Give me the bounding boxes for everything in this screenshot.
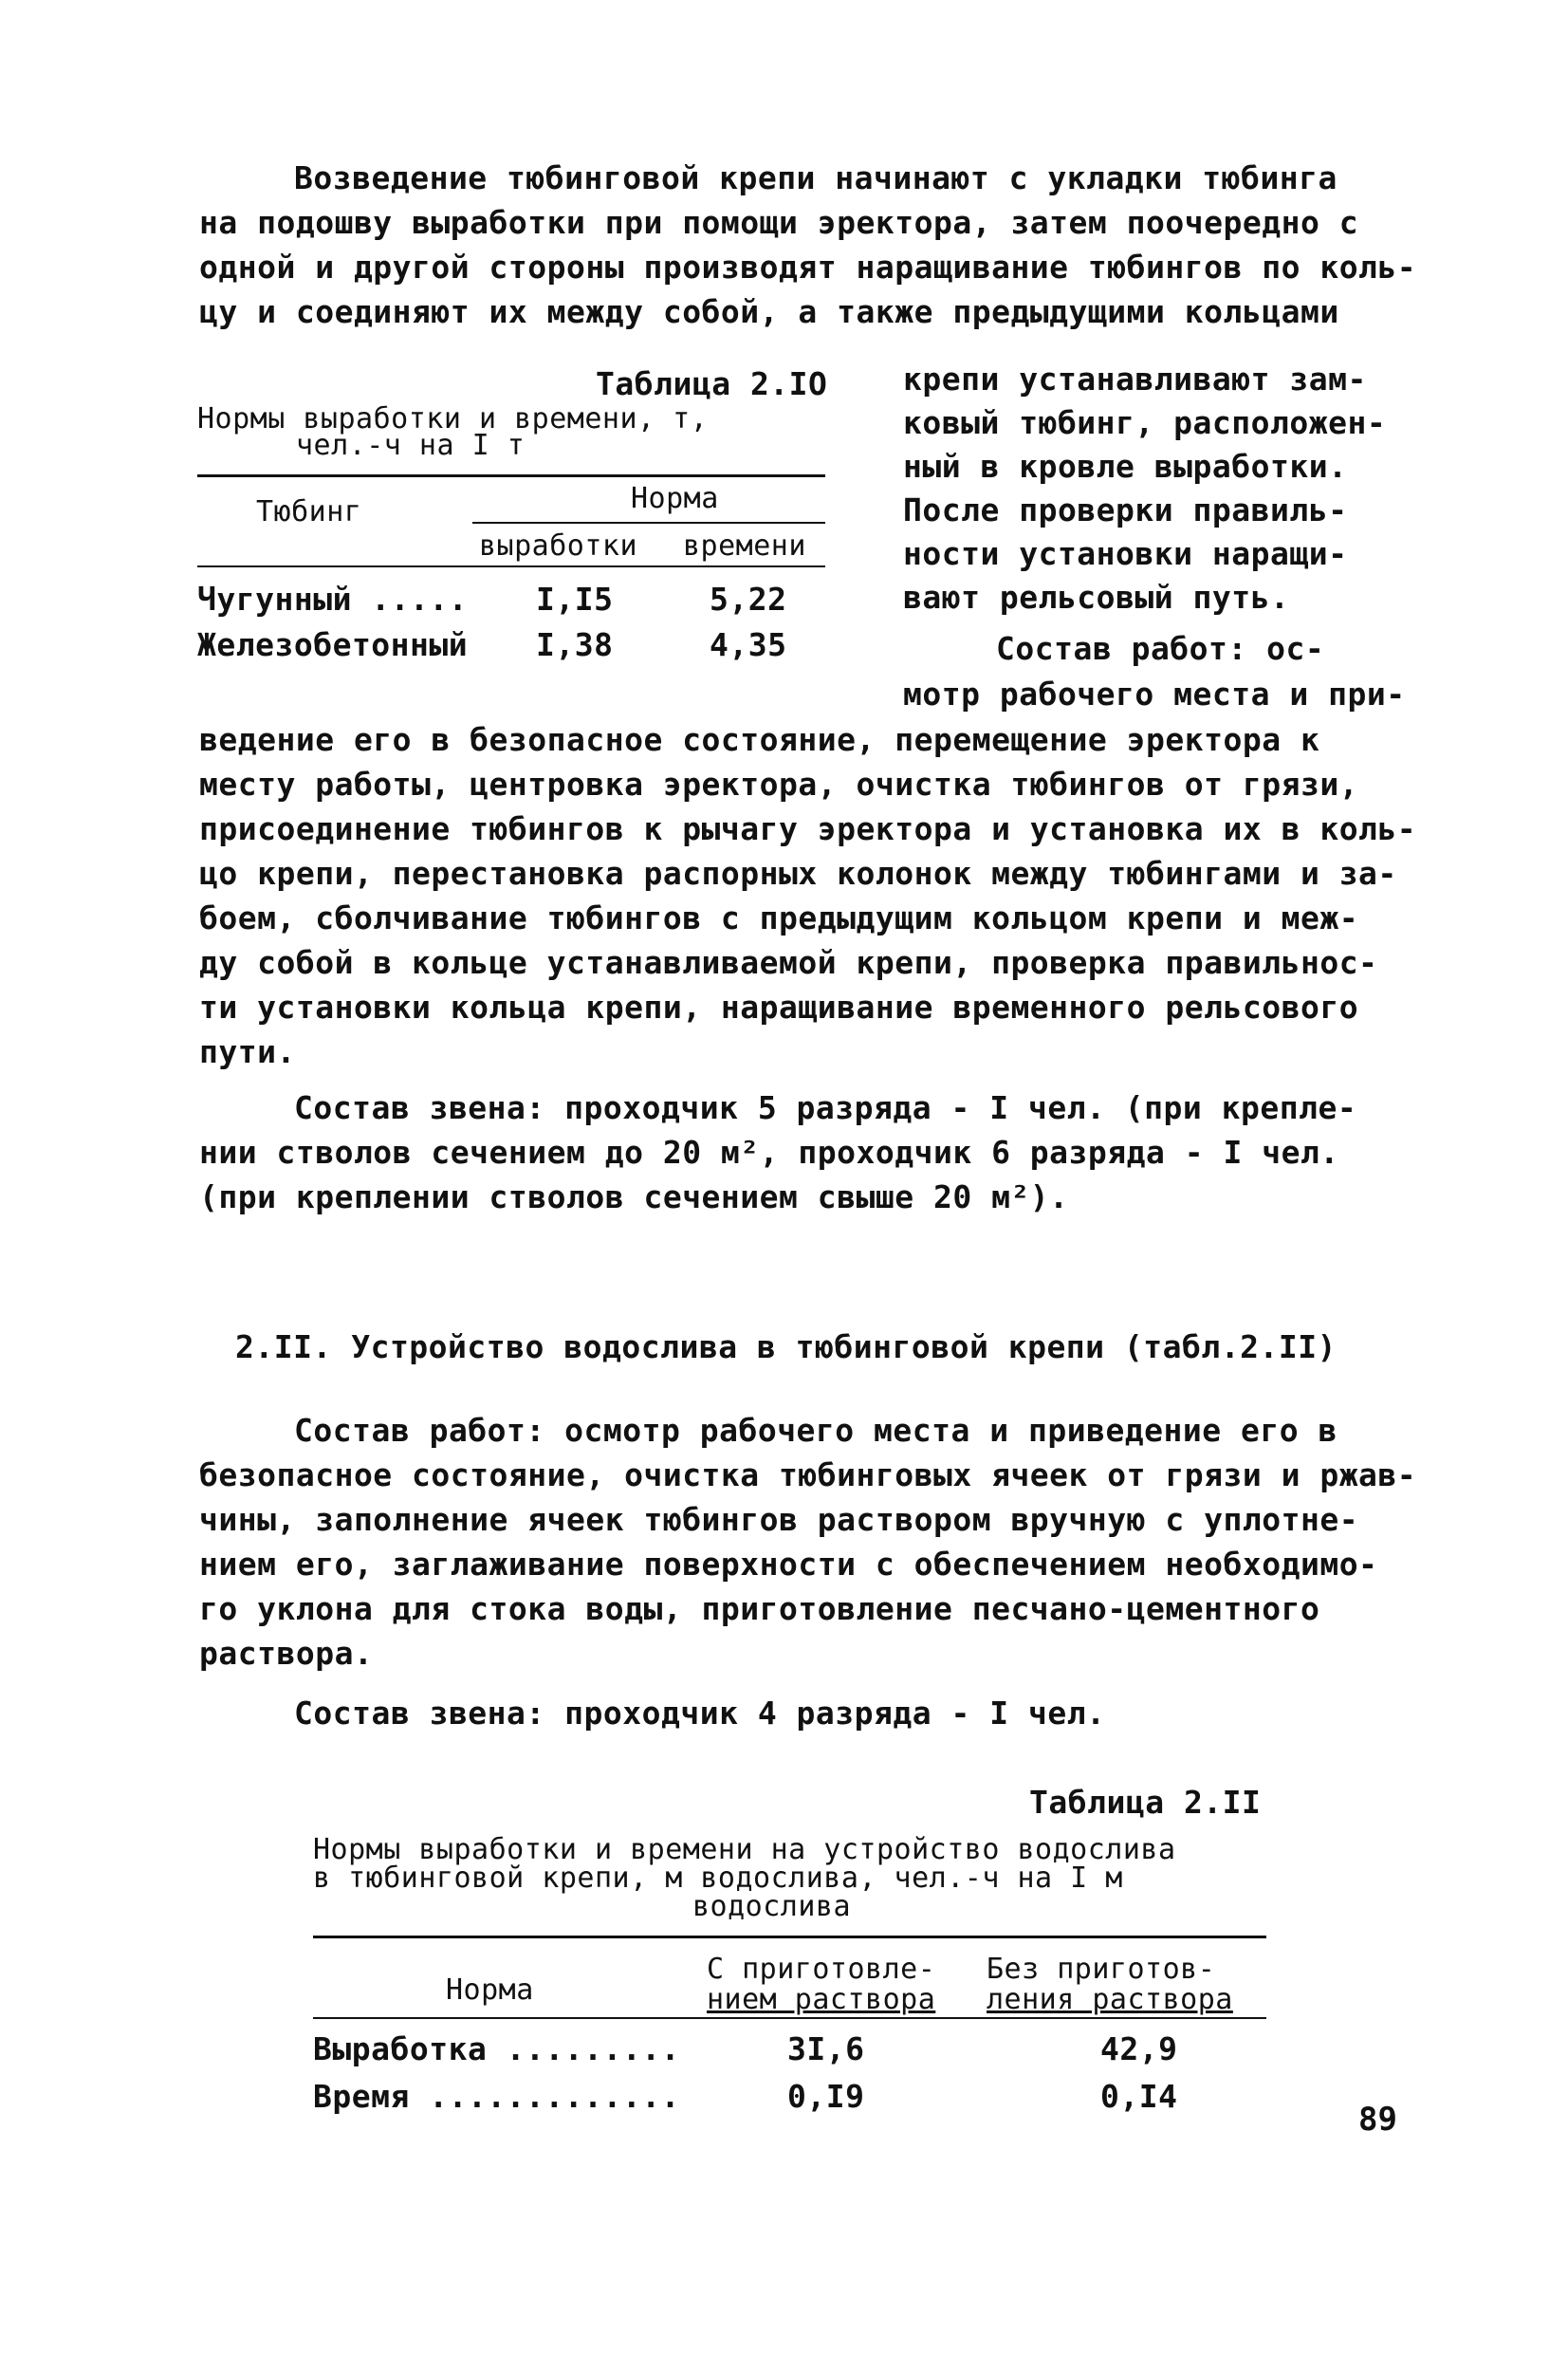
table-row-name: Железобетонный bbox=[197, 626, 469, 663]
work-line: нием его, заглаживание поверхности с обеспечением необходимо- bbox=[199, 1546, 1378, 1583]
side-line: ности установки наращи- bbox=[903, 535, 1348, 572]
intro-line: Возведение тюбинговой крепи начинают с укладки тюбинга bbox=[294, 159, 1337, 196]
table-row-output: I,38 bbox=[536, 626, 614, 663]
work-line: раствора. bbox=[199, 1635, 374, 1672]
table-2-11-header-b: Без приготов- bbox=[987, 1953, 1216, 1986]
table-row-without: 42,9 bbox=[1100, 2030, 1178, 2067]
table-2-10-header-sub: времени bbox=[683, 529, 806, 563]
crew-line: нии стволов сечением до 20 м², проходчик 6 разряда - I чел. bbox=[199, 1134, 1339, 1171]
body-line: месту работы, центровка эректора, очистка тюбингов от грязи, bbox=[199, 766, 1359, 803]
side-line: мотр рабочего места и при- bbox=[903, 676, 1406, 713]
body-line: ду собой в кольце устанавливаемой крепи, проверка правильнос- bbox=[199, 944, 1378, 981]
intro-line: цу и соединяют их между собой, а также предыдущими кольцами bbox=[199, 293, 1339, 330]
table-row-time: 4,35 bbox=[710, 626, 787, 663]
table-row-output: I,I5 bbox=[536, 581, 614, 618]
body-line: присоединение тюбингов к рычагу эректора и установка их в коль- bbox=[199, 810, 1417, 847]
table-2-10-top-rule bbox=[197, 474, 825, 477]
table-2-11-header-a: нием раствора bbox=[707, 1983, 936, 2016]
table-row-with: 3I,6 bbox=[787, 2030, 865, 2067]
table-2-11-header-a: С приготовле- bbox=[707, 1953, 936, 1986]
table-row-without: 0,I4 bbox=[1100, 2078, 1178, 2115]
table-2-10-header-sub: выработки bbox=[479, 529, 638, 563]
table-2-11-header-b: ления раствора bbox=[987, 1983, 1233, 2016]
intro-line: на подошву выработки при помощи эректора, затем поочередно с bbox=[199, 204, 1359, 241]
page-number: 89 bbox=[1358, 2101, 1397, 2139]
crew-line: Состав звена: проходчик 4 разряда - I чел. bbox=[294, 1695, 1106, 1732]
table-2-10-group-rule bbox=[472, 522, 825, 524]
table-row-with: 0,I9 bbox=[787, 2078, 865, 2115]
table-2-11-caption: Нормы выработки и времени на устройство водослива bbox=[313, 1833, 1176, 1866]
table-row-name: Время ............. bbox=[313, 2078, 680, 2115]
table-2-11-top-rule bbox=[313, 1936, 1266, 1938]
table-2-11-caption: в тюбинговой крепи, м водослива, чел.-ч на I м bbox=[313, 1862, 1123, 1895]
table-row-time: 5,22 bbox=[710, 581, 787, 618]
section-heading: 2.II. Устройство водослива в тюбинговой крепи (табл.2.II) bbox=[235, 1328, 1337, 1365]
table-2-10-header-rule bbox=[197, 565, 825, 567]
table-row-name: Чугунный ..... bbox=[197, 581, 469, 618]
crew-line: (при креплении стволов сечением свыше 20 м²). bbox=[199, 1178, 1069, 1215]
table-2-11-label: Таблица 2.II bbox=[1029, 1784, 1262, 1821]
table-2-10-label: Таблица 2.IO bbox=[596, 365, 828, 402]
side-line: вают рельсовый путь. bbox=[903, 579, 1290, 616]
table-2-11-caption: водослива bbox=[692, 1890, 852, 1923]
work-line: Состав работ: осмотр рабочего места и приведение его в bbox=[294, 1412, 1337, 1449]
table-2-11-header-col: Норма bbox=[446, 1973, 534, 2007]
table-2-10-caption: чел.-ч на I т bbox=[296, 429, 526, 462]
work-line: го уклона для стока воды, приготовление песчано-цементного bbox=[199, 1590, 1320, 1627]
body-line: ведение его в безопасное состояние, перемещение эректора к bbox=[199, 721, 1320, 758]
side-line: После проверки правиль- bbox=[903, 491, 1348, 528]
work-line: безопасное состояние, очистка тюбинговых ячеек от грязи и ржав- bbox=[199, 1456, 1417, 1493]
body-line: пути. bbox=[199, 1033, 296, 1070]
body-line: цо крепи, перестановка распорных колонок между тюбингами и за- bbox=[199, 855, 1397, 892]
table-2-10-caption: Нормы выработки и времени, т, bbox=[197, 402, 709, 435]
table-row-name: Выработка ......... bbox=[313, 2030, 680, 2067]
crew-line: Состав звена: проходчик 5 разряда - I чел. (при крепле- bbox=[294, 1089, 1357, 1126]
intro-line: одной и другой стороны производят наращивание тюбингов по коль- bbox=[199, 249, 1417, 286]
body-line: ти установки кольца крепи, наращивание временного рельсового bbox=[199, 989, 1359, 1026]
table-2-11-header-rule bbox=[313, 2017, 1266, 2019]
side-line: ный в кровле выработки. bbox=[903, 448, 1348, 485]
table-2-10-header-group: Норма bbox=[631, 482, 719, 515]
side-line: Состав работ: ос- bbox=[996, 630, 1325, 667]
body-line: боем, сболчивание тюбингов с предыдущим кольцом крепи и меж- bbox=[199, 899, 1359, 936]
side-line: ковый тюбинг, расположен- bbox=[903, 404, 1387, 441]
side-line: крепи устанавливают зам- bbox=[903, 361, 1367, 398]
table-2-10-header-col: Тюбинг bbox=[256, 495, 362, 528]
work-line: чины, заполнение ячеек тюбингов раствором вручную с уплотне- bbox=[199, 1501, 1359, 1538]
